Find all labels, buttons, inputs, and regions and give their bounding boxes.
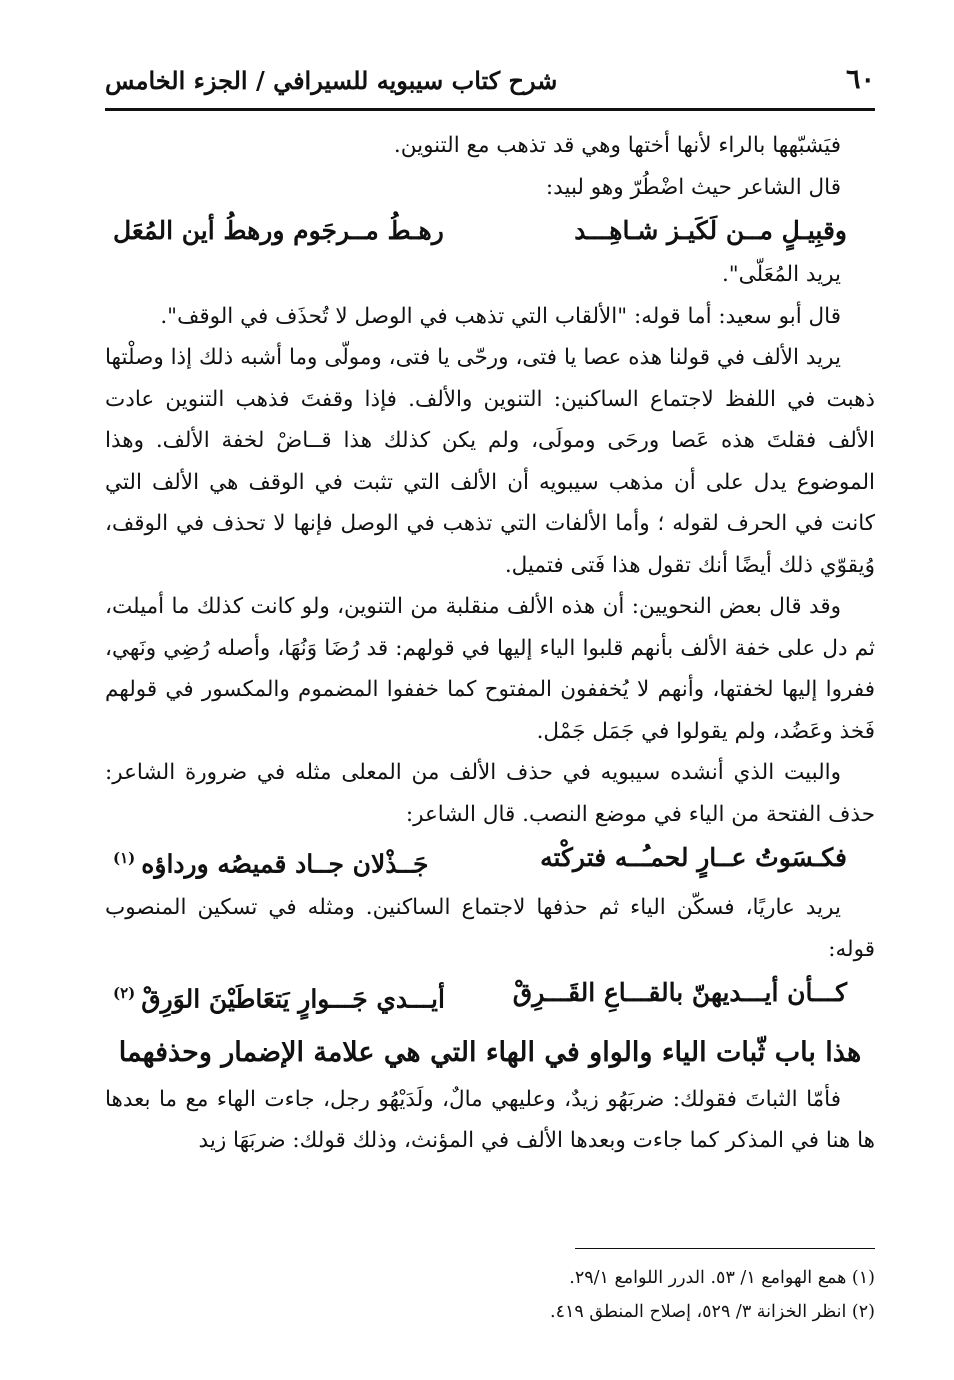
page-number: ٦٠ bbox=[845, 64, 875, 95]
paragraph: يريد الألف في قولنا هذه عصا يا فتى، ورحّى يا فتى، ومولّى وما أشبه ذلك إذا وصلْتها ذهبت في اللفظ لاجتماع الساكنين: التنوين والألف. فإذا وقفتَ فذهب التنوين عادت الألف فقلتَ هذه عَصا ورحَى ومولَى، ولم يكن كذلك هذا قــاضْ لخفة الألف. وهذا الموضوع يدل على أن مذهب سيبويه أن الألف التي تثبت في الوقف هي الألف التي كانت في الحرف لقوله ؛ وأما الألفات التي تذهب في الوصل فإنها لا تحذف في الوقف، وُيقوّي ذلك أيضًا أنك تقول هذا فَتى فتميل. bbox=[105, 345, 875, 578]
page bbox=[105, 60, 875, 1162]
verse-second-hemistich bbox=[105, 970, 445, 1022]
paragraph: والبيت الذي أنشده سيبويه في حذف الألف من المعلى مثله في ضرورة الشاعر: حذف الفتحة من الياء في موضع النصب. قال الشاعر: bbox=[105, 760, 875, 827]
page-header bbox=[105, 60, 875, 104]
verse-second-text: جَــذْلان جــاد قميصُه ورداؤه bbox=[141, 849, 429, 879]
verse-first-hemistich: وقبِيـلٍ مــن لَكَيـز شـاهِـــد bbox=[574, 216, 847, 245]
footnote-ref: (١) bbox=[113, 849, 136, 867]
footnote-ref: (٢) bbox=[113, 984, 136, 1003]
paragraph: فأمّا الثباتَ فقولك: ضربَهُو زيدٌ، وعليهي مالٌ، ولَدَيْهُو رجل، جاءت الهاء مع ما بعدها ها هنا في المذكر كما جاءت وبعدها الألف في المؤنث، وذلك قولك: ضربَهَا زيد bbox=[105, 1086, 875, 1154]
verse bbox=[105, 835, 847, 887]
footnotes bbox=[105, 1248, 875, 1329]
paragraph: وقد قال بعض النحويين: أن هذه الألف منقلبة من التنوين، ولو كانت كذلك ما أميلت، ثم دل على خفة الألف بأنهم قلبوا الياء إليها في قولهم: قد رُضَا وَنُهَا، وأصله رُضِي ونَهي، ففروا إليها لخفتها، وأنهم لا يُخففون المفتوح كما خففوا المضموم والمكسور في قولهم فَخذ وعَضُد، ولم يقولوا في جَمَل جَمْل. bbox=[105, 594, 875, 744]
verse bbox=[105, 208, 847, 254]
paragraph: قال الشاعر حيث اضْطُرّ وهو لبيد: bbox=[545, 174, 841, 200]
page-body bbox=[105, 125, 875, 1162]
footnote: (١) همع الهوامع ١/ ٥٣. الدرر اللوامع ٢٩/١. bbox=[569, 1268, 875, 1288]
footnote-rule bbox=[575, 1248, 875, 1249]
verse-second-hemistich bbox=[105, 835, 429, 887]
running-title: شرح كتاب سيبويه للسيرافي / الجزء الخامس bbox=[105, 66, 558, 95]
verse-first-hemistich: كـــأن أيـــديهنّ بالقـــاعِ القَـــرِقْ bbox=[512, 978, 847, 1008]
verse-first-hemistich: فكـسَوتُ عــارٍ لحمـُــه فتركْته bbox=[540, 843, 847, 872]
verse-second-hemistich: رهـطُ مــرجَوم ورهطُ أين المُعَل bbox=[113, 216, 444, 245]
verse-second-text: أيـــدي جَـــوارٍ يَتعَاطَيْنَ الوَرِقْ bbox=[141, 984, 445, 1014]
paragraph: يريد عاريًا، فسكّن الياء ثم حذفها لاجتماع الساكنين. ومثله في تسكين المنصوب قوله: bbox=[105, 895, 875, 962]
paragraph: يريد المُعَلّى". bbox=[721, 262, 841, 287]
header-rule bbox=[105, 108, 875, 111]
paragraph: فيَشبّهها بالراء لأنها أختها وهي قد تذهب مع التنوين. bbox=[393, 133, 841, 158]
paragraph: قال أبو سعيد: أما قوله: "الألقاب التي تذهب في الوصل لا تُحذَف في الوقف". bbox=[160, 303, 841, 329]
verse bbox=[105, 970, 847, 1022]
footnote: (٢) انظر الخزانة ٣/ ٥٢٩، إصلاح المنطق ٤١٩. bbox=[550, 1302, 875, 1322]
section-heading: هذا باب ثّبات الياء والواو في الهاء التي هي علامة الإضمار وحذفهما bbox=[118, 1036, 862, 1068]
